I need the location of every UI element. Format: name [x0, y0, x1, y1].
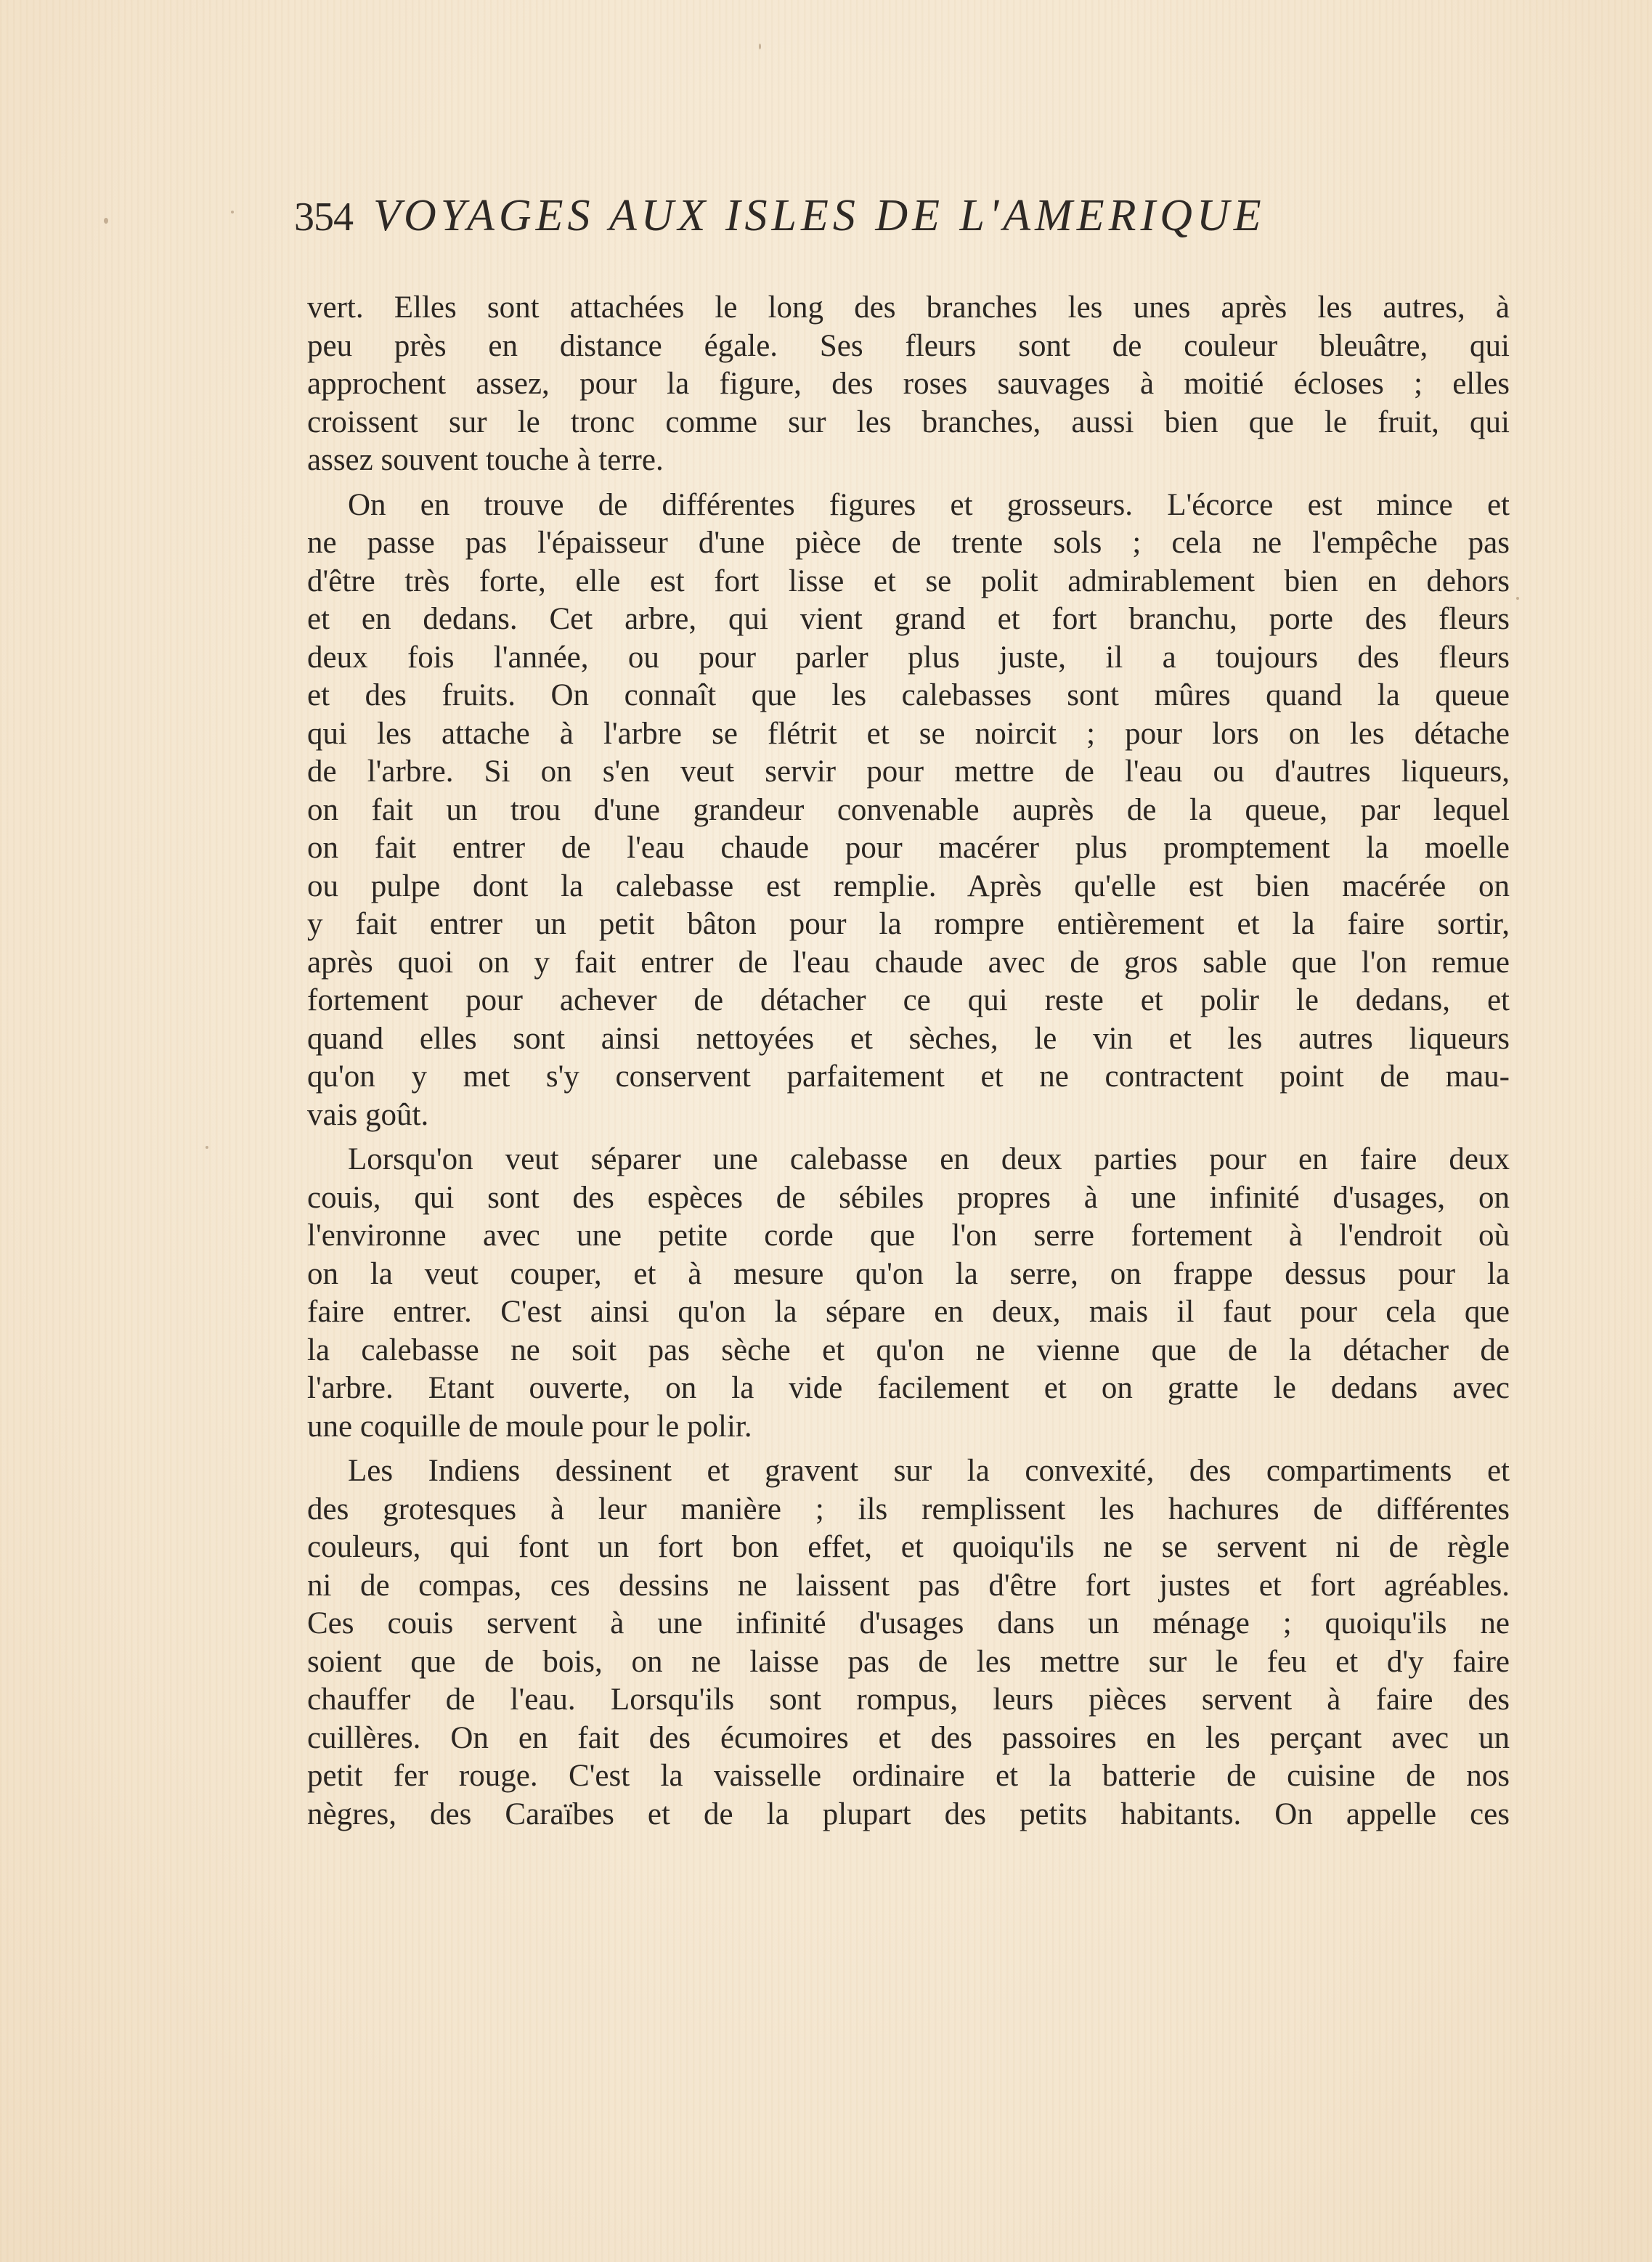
text-line: y fait entrer un petit bâton pour la rompre entièrement et la faire sortir,: [307, 907, 1510, 941]
text-line: On en trouve de différentes figures et grosseurs. L'écorce est mince et: [348, 487, 1510, 522]
text-line: Les Indiens dessinent et gravent sur la convexité, des compartiments et: [348, 1454, 1510, 1488]
text-line: assez souvent touche à terre.: [307, 443, 664, 477]
text-line: on fait un trou d'une grandeur convenable auprès de la queue, par lequel: [307, 792, 1510, 827]
text-line: après quoi on y fait entrer de l'eau chaude avec de gros sable que l'on remue: [307, 945, 1510, 980]
text-line: la calebasse ne soit pas sèche et qu'on ne vienne que de la détacher de: [307, 1333, 1510, 1367]
text-line: Ces couis servent à une infinité d'usages dans un ménage ; quoiqu'ils ne: [307, 1606, 1510, 1640]
text-line: croissent sur le tronc comme sur les branches, aussi bien que le fruit, qui: [307, 404, 1510, 439]
running-head: [294, 190, 1427, 248]
text-line: et des fruits. On connaît que les calebasses sont mûres quand la queue: [307, 678, 1510, 712]
text-line: cuillères. On en fait des écumoires et des passoires en les perçant avec un: [307, 1720, 1510, 1755]
text-line: quand elles sont ainsi nettoyées et sèches, le vin et les autres liqueurs: [307, 1021, 1510, 1056]
paper-speck: [1516, 597, 1519, 600]
text-line: couleurs, qui font un fort bon effet, et quoiqu'ils ne se servent ni de règle: [307, 1530, 1510, 1564]
text-line: deux fois l'année, ou pour parler plus juste, il a toujours des fleurs: [307, 640, 1510, 675]
page-number: 354: [294, 195, 353, 240]
text-line: faire entrer. C'est ainsi qu'on la sépare en deux, mais il faut pour cela que: [307, 1295, 1510, 1329]
text-line: approchent assez, pour la figure, des roses sauvages à moitié écloses ; elles: [307, 367, 1510, 401]
paper-speck: [759, 44, 761, 49]
text-line: et en dedans. Cet arbre, qui vient grand et fort branchu, porte des fleurs: [307, 602, 1510, 636]
body-text: [307, 289, 1510, 1840]
text-line: une coquille de moule pour le polir.: [307, 1409, 752, 1444]
text-line: ne passe pas l'épaisseur d'une pièce de trente sols ; cela ne l'empêche pas: [307, 526, 1510, 560]
text-line: peu près en distance égale. Ses fleurs sont de couleur bleuâtre, qui: [307, 328, 1510, 363]
text-line: vais goût.: [307, 1097, 429, 1132]
paragraph-2: [307, 487, 1510, 1135]
text-line: ou pulpe dont la calebasse est remplie. Après qu'elle est bien macérée on: [307, 868, 1510, 903]
text-line: des grotesques à leur manière ; ils remplissent les hachures de différentes: [307, 1492, 1510, 1526]
text-line: couis, qui sont des espèces de sébiles propres à une infinité d'usages, on: [307, 1180, 1510, 1215]
text-line: de l'arbre. Si on s'en veut servir pour mettre de l'eau ou d'autres liqueurs,: [307, 754, 1510, 789]
text-line: qui les attache à l'arbre se flétrit et se noircit ; pour lors on les détache: [307, 716, 1510, 751]
text-line: petit fer rouge. C'est la vaisselle ordinaire et la batterie de cuisine de nos: [307, 1759, 1510, 1793]
text-line: on la veut couper, et à mesure qu'on la serre, on frappe dessus pour la: [307, 1256, 1510, 1291]
paper-speck: [104, 218, 108, 224]
paper-speck: [231, 211, 234, 213]
text-line: nègres, des Caraïbes et de la plupart des petits habitants. On appelle ces: [307, 1797, 1510, 1831]
text-line: vert. Elles sont attachées le long des branches les unes après les autres, à: [307, 290, 1510, 325]
text-line: chauffer de l'eau. Lorsqu'ils sont rompus, leurs pièces servent à faire des: [307, 1683, 1510, 1717]
text-line: qu'on y met s'y conservent parfaitement et ne contractent point de mau-: [307, 1059, 1510, 1094]
paper-speck: [206, 1146, 208, 1149]
paragraph-4: [307, 1452, 1510, 1834]
text-line: fortement pour achever de détacher ce qui reste et polir le dedans, et: [307, 983, 1510, 1017]
paragraph-1: [307, 289, 1510, 480]
text-line: Lorsqu'on veut séparer une calebasse en deux parties pour en faire deux: [348, 1142, 1510, 1176]
text-line: d'être très forte, elle est fort lisse et se polit admirablement bien en dehors: [307, 564, 1510, 598]
paragraph-3: [307, 1141, 1510, 1446]
text-line: on fait entrer de l'eau chaude pour macérer plus promptement la moelle: [307, 831, 1510, 865]
running-head-title: VOYAGES AUX ISLES DE L'AMERIQUE: [373, 191, 1266, 240]
text-line: ni de compas, ces dessins ne laissent pas d'être fort justes et fort agréables.: [307, 1568, 1510, 1603]
text-line: soient que de bois, on ne laisse pas de les mettre sur le feu et d'y faire: [307, 1644, 1510, 1679]
text-line: l'environne avec une petite corde que l'on serre fortement à l'endroit où: [307, 1219, 1510, 1253]
text-line: l'arbre. Etant ouverte, on la vide facilement et on gratte le dedans avec: [307, 1371, 1510, 1405]
